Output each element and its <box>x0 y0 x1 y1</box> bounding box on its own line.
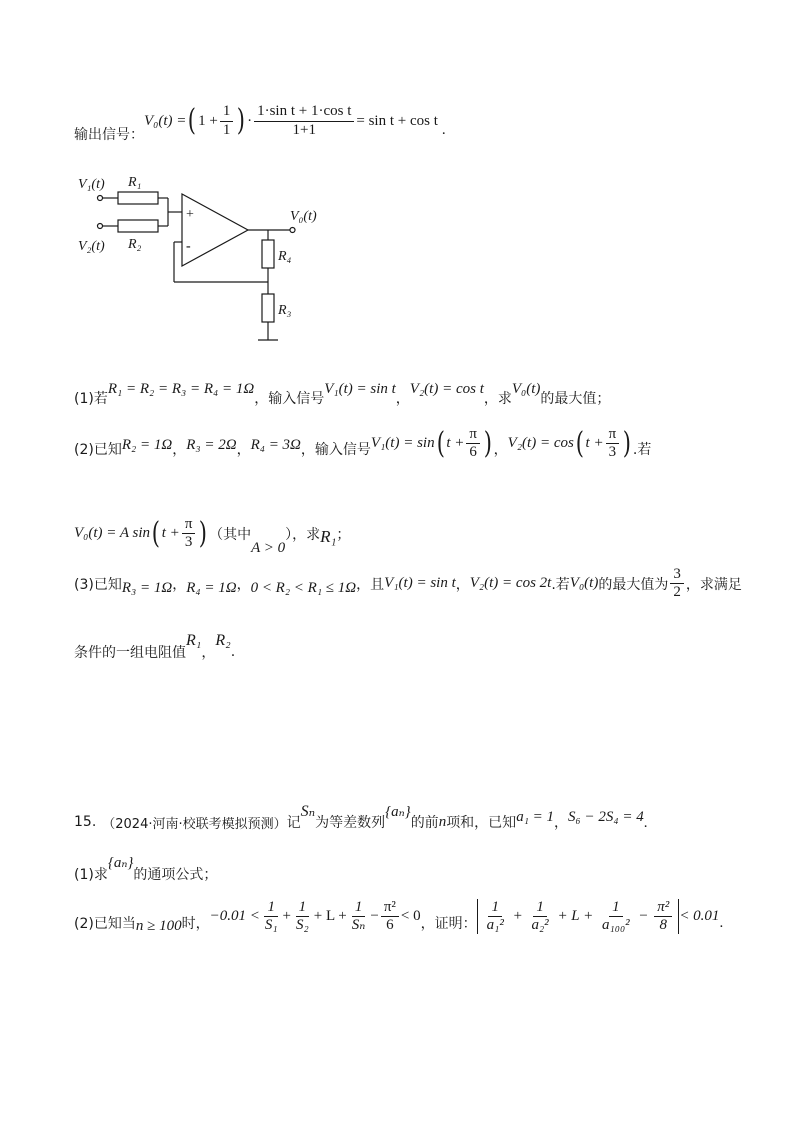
frac-den: a₁₀₀² <box>602 917 630 933</box>
resistor-r3 <box>262 294 274 322</box>
frac-num: 1 <box>488 899 502 917</box>
frac-den: 8 <box>659 917 668 933</box>
frac-den: a₁² <box>486 917 504 933</box>
part1-text2: ，输入信号 <box>254 391 325 407</box>
problem15-q2-text2: ，证明： <box>420 915 477 932</box>
label-v0: V₀(t) <box>290 209 317 224</box>
part3-v0: V₀(t) <box>569 575 599 592</box>
label-v1: V₁(t) <box>78 177 105 192</box>
paren-close: ) <box>237 103 246 138</box>
problem15-q2-text: 时， <box>181 915 210 932</box>
problem15-q2-prefix: (2)已知当 <box>74 915 136 932</box>
problem15-cond: S₆ − 2S₄ = 4 <box>568 808 644 825</box>
output-formula-rhs: = sin t + cos t <box>356 112 438 129</box>
part3-v2: V₂(t) = cos 2t <box>469 575 552 592</box>
paren-close: ) <box>622 425 632 461</box>
part2-prefix: (2)已知 <box>74 441 122 458</box>
part3-text2: ，且 <box>356 576 385 593</box>
problem15-number: 15. <box>74 814 97 830</box>
absolute-value-expression: $\frac{1}{\text{a₁²}}$ + $\frac{1}{\text{a₂²}}$ + L + $\frac{1}{\text{a₁₀₀²}}$ − $\frac{\text{π²}}{8}$ <box>477 899 680 935</box>
resistor-r2 <box>118 220 158 232</box>
part2-sep1: ， <box>172 441 187 458</box>
frac-num: 1 <box>609 899 623 917</box>
coef-frac-den: 1 <box>222 121 231 138</box>
problem15-q2-ineq-end: < 0 <box>400 908 421 924</box>
frac-num: π <box>182 516 196 534</box>
part1-line <box>74 378 610 408</box>
label-r3: R₃ <box>278 303 292 318</box>
frac-num: π² <box>381 899 399 917</box>
frac-den: Sₙ <box>351 917 366 933</box>
part2-v2-b: t + <box>585 435 604 452</box>
problem15-sep: ， <box>554 815 569 831</box>
part2-line2-frac <box>182 516 196 552</box>
problem15-text4: 项和，已知 <box>446 815 517 831</box>
part3-v1: V₁(t) = sin t <box>384 575 456 592</box>
part1-v0: V₀(t) <box>511 380 541 397</box>
part3-text4: 的最大值为 <box>598 576 669 593</box>
paren-open: ( <box>188 103 197 138</box>
part3-line1 <box>74 566 742 602</box>
q2-frac-a100 <box>599 899 633 935</box>
part3-text3: .若 <box>551 576 570 593</box>
frac-num: π² <box>654 899 672 917</box>
part2-line2-end: ； <box>336 526 351 543</box>
op-amp <box>182 194 248 266</box>
problem15-source: （2024·河南·校联考模拟预测） <box>102 816 287 832</box>
q2-frac-pi8 <box>654 899 672 935</box>
part2-r4: R₄ = 3Ω <box>250 437 301 454</box>
part2-line2-text2: ），求 <box>285 526 321 543</box>
part2-v1-a: V₁(t) = sin <box>370 435 435 452</box>
part3-text5: ，求满足 <box>685 576 742 593</box>
frac-num: π <box>466 426 480 444</box>
frac-den: 3 <box>608 444 617 461</box>
frac-num: 1 <box>264 899 278 917</box>
problem15-end: . <box>643 814 648 831</box>
problem15-a1: a₁ = 1 <box>516 808 555 825</box>
q2-frac-a1 <box>484 899 507 935</box>
problem15-line <box>74 796 647 832</box>
problem15-text2: 为等差数列 <box>315 815 386 831</box>
problem15-sn: Sₙ <box>300 803 316 820</box>
problem15-an: {aₙ} <box>385 803 411 820</box>
output-formula-end: . <box>441 121 446 138</box>
problem15-n: n <box>438 813 447 830</box>
frac-den: 2 <box>673 584 681 601</box>
part2-line2 <box>74 510 350 557</box>
plus-sign: + <box>282 908 292 924</box>
part3-line2-sep: ， <box>201 645 216 661</box>
paren-open: ( <box>575 425 584 461</box>
part1-v2: V₂(t) = cos t <box>409 380 484 397</box>
label-r4: R₄ <box>278 249 292 264</box>
part2-text2: ，输入信号 <box>300 441 371 458</box>
plus-sign: + <box>512 907 523 924</box>
problem15-q1-line <box>74 848 217 884</box>
paren-close: ) <box>199 515 208 551</box>
label-r2: R₂ <box>128 237 142 252</box>
problem15-q1-text: 的通项公式； <box>133 867 218 883</box>
part3-range: 0 < R₂ < R₁ ≤ 1Ω <box>250 580 357 597</box>
label-minus: - <box>186 239 191 254</box>
part1-prefix: (1)若 <box>74 391 108 407</box>
frac-den: 3 <box>184 534 193 550</box>
frac-den: 6 <box>469 444 477 461</box>
q2-frac-sn <box>349 899 369 935</box>
frac-den: S₁ <box>264 917 278 933</box>
part3-sep2: ， <box>236 576 251 593</box>
frac-num: 1 <box>352 899 366 917</box>
label-v2: V₂(t) <box>78 239 105 254</box>
q2-frac-s1 <box>262 899 281 935</box>
problem15-q2-ineq-start: −0.01 < <box>209 908 260 924</box>
part1-comma: ， <box>395 391 410 407</box>
part1-text4: 的最大值； <box>540 391 611 407</box>
q2-frac-s2 <box>293 899 312 935</box>
output-formula-lhs: V₀(t) = <box>144 112 187 129</box>
frac-num: 3 <box>670 566 684 584</box>
part2-sep3: ， <box>493 441 508 458</box>
part3-line2 <box>74 626 235 662</box>
part3-line2-text: 条件的一组电阻值 <box>74 645 186 661</box>
part2-sep2: ， <box>236 441 251 458</box>
part2-line2-b: t + <box>161 525 180 541</box>
coef-frac <box>220 103 234 139</box>
main-frac-num: 1·sin t + 1·cos t <box>254 103 354 121</box>
part2-end: .若 <box>632 441 652 458</box>
main-frac <box>254 103 354 139</box>
part1-cond: R₁ = R₂ = R₃ = R₄ = 1Ω <box>107 380 255 397</box>
part2-line1 <box>74 426 651 462</box>
label-r1: R₁ <box>128 175 142 190</box>
problem15-q2-result: < 0.01 <box>679 908 720 924</box>
op-amp-circuit-diagram <box>74 168 344 348</box>
part2-v1-b: t + <box>446 435 465 452</box>
output-signal-line: 输出信号： V₀(t) = ( 1 + $\frac{1}{1}$ ) · $\frac{\text{1·sin t + 1·cos t}}{1+1}$ = sin t + cos t . <box>74 103 446 143</box>
output-signal-label: 输出信号： <box>74 127 144 143</box>
part2-r3: R₃ = 2Ω <box>186 437 237 454</box>
frac-num: 1 <box>296 899 310 917</box>
part3-line2-end: . <box>230 644 236 660</box>
part3-sep1: ， <box>172 576 187 593</box>
part3-prefix: (3)已知 <box>74 576 122 593</box>
q2-frac-pi6 <box>381 899 399 935</box>
frac-num: 1 <box>533 899 547 917</box>
problem15-q2-end: . <box>719 915 724 931</box>
resistor-r4 <box>262 240 274 268</box>
frac-num: π <box>606 426 620 444</box>
frac-den: 6 <box>386 917 394 933</box>
part2-line2-a: V₀(t) = A sin <box>74 525 151 541</box>
frac-den: S₂ <box>296 917 309 933</box>
main-frac-den: 1+1 <box>292 121 316 138</box>
part3-line2-r2: R₂ <box>215 632 231 649</box>
part1-v1: V₁(t) = sin t <box>324 380 396 397</box>
part2-r2: R₂ = 1Ω <box>121 437 173 454</box>
ellipsis: + L + <box>313 908 347 924</box>
part3-r4: R₄ = 1Ω <box>186 580 237 597</box>
paren-open: ( <box>151 515 161 551</box>
problem15-q2-line: (2)已知当 n ≥ 100 时， −0.01 < $\frac{1}{\text{S₁}}$ + $\frac{1}{\text{S₂}}$ + L + $\frac{1}{\text{Sₙ}}$ − $\frac{\text{π²}}{6}$ < 0 ，证明： $\frac{1}{\text{a₁²}}$ + $\frac{1}{\text{a₂²}}$ + L + $\frac{1}{\text{a₁₀₀²}}$ − $\frac{\text{π²}}{8}$ < 0.01 . <box>74 898 724 934</box>
label-plus: + <box>186 207 194 222</box>
part3-max-frac <box>670 566 684 602</box>
frac-den: a₂² <box>531 917 549 933</box>
q2-frac-a2 <box>528 899 551 935</box>
problem15-q1-prefix: (1)求 <box>74 867 108 883</box>
part3-sep3: ， <box>455 576 470 593</box>
part3-line2-r1: R₁ <box>186 632 202 649</box>
problem15-text3: 的前 <box>410 815 439 831</box>
part2-line2-r1: R₁ <box>320 526 337 546</box>
part2-v2-a: V₂(t) = cos <box>507 435 574 452</box>
ellipsis: + L + <box>557 907 594 924</box>
part3-r3: R₃ = 1Ω <box>121 580 173 597</box>
coef-open: 1 + <box>198 112 218 129</box>
part2-v2-frac <box>606 426 620 462</box>
coef-frac-num: 1 <box>220 103 234 121</box>
part2-line2-cond: A > 0 <box>251 540 286 556</box>
problem15-q1-an: {aₙ} <box>107 854 134 871</box>
resistor-r1 <box>118 192 158 204</box>
part2-line2-text: （其中 <box>209 526 252 543</box>
part2-v1-frac <box>466 426 480 462</box>
part1-text3: ，求 <box>483 391 512 407</box>
problem15-text1: 记 <box>286 815 301 831</box>
paren-open: ( <box>436 425 445 461</box>
problem15-q2-cond: n ≥ 100 <box>135 918 182 934</box>
paren-close: ) <box>483 425 492 461</box>
